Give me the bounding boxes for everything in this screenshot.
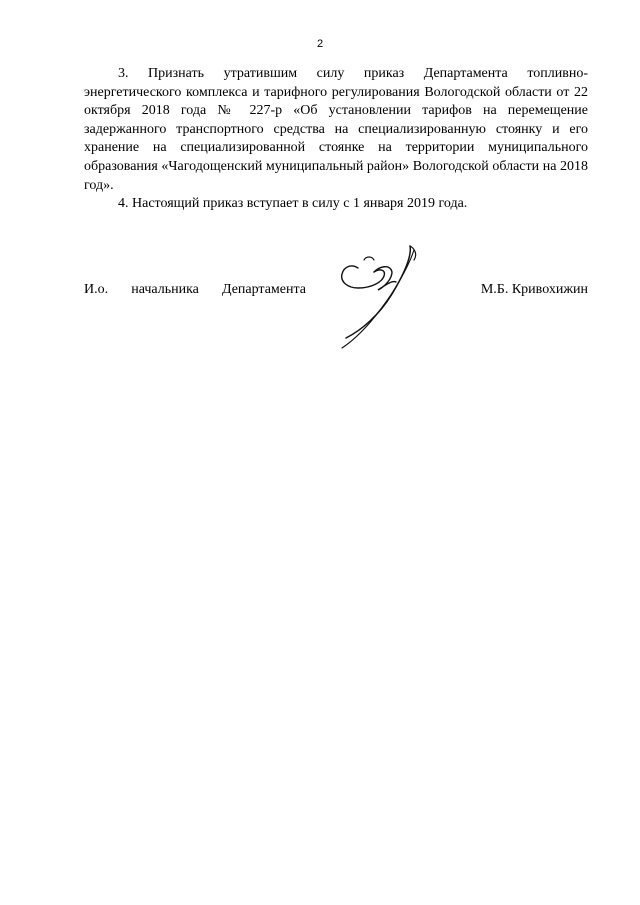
signatory-title-word: И.о. bbox=[84, 282, 109, 297]
signatory-title-word: Департамента bbox=[221, 282, 306, 297]
paragraph-3: 3. Признать утратившим силу приказ Департамента топливно-энергетического комплекса и тарифного регулирования Вологодской области от 22 октября 2018 года № 227-р «Об установлении тарифов на перемещение задержанного транспортного средства на специализированную стоянку и его хранение на специализированной стоянке на территории муниципального образования «Чагодощенский муниципальный район» Вологодской области на 2018 год». bbox=[84, 66, 588, 193]
signatory-name: М.Б. Кривохижин bbox=[480, 282, 588, 297]
signature-block bbox=[84, 281, 588, 301]
page-number: 2 bbox=[316, 38, 324, 50]
paragraph-4: 4. Настоящий приказ вступает в силу с 1 января 2019 года. bbox=[118, 196, 468, 212]
signatory-title bbox=[84, 281, 306, 299]
signatory-title-word: начальника bbox=[131, 282, 199, 297]
document-body bbox=[84, 65, 588, 214]
